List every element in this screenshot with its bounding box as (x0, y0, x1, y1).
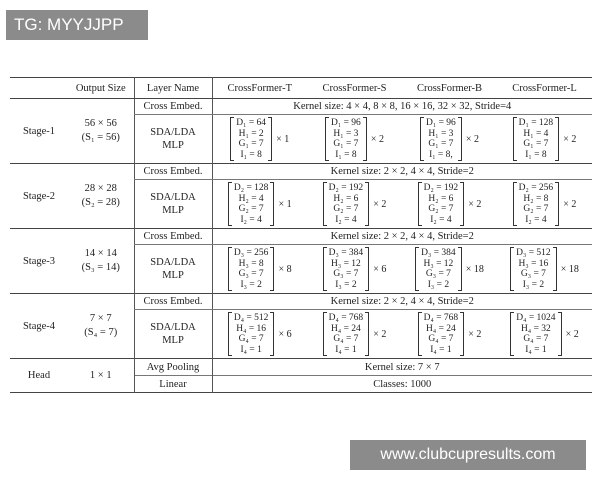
matrix-entry: I₁ = 8 (240, 149, 262, 160)
matrix-entry: D₁ = 96 (426, 118, 456, 128)
header-cell-blank (10, 78, 68, 99)
model-config (497, 312, 592, 356)
output-size-note: (S₃ = 14) (81, 262, 120, 273)
matrix-entry: D₃ = 512 (516, 248, 551, 258)
repeat-multiplier: × 2 (370, 133, 384, 145)
model-config-cell (402, 180, 497, 229)
model-config-cell (402, 245, 497, 294)
output-size-value: 56 × 56 (84, 118, 117, 129)
stage-name: Stage-4 (10, 294, 68, 359)
matrix-entry: I₄ = 1 (430, 344, 452, 355)
model-config-cell (497, 115, 592, 164)
model-config-cell (497, 180, 592, 229)
header-row (10, 78, 592, 99)
model-config (497, 117, 592, 161)
matrix-entry: G₃ = 7 (333, 269, 359, 279)
bracket-matrix (323, 247, 370, 291)
cross-embed-label: Cross Embed. (134, 229, 212, 245)
matrix-entry: I₃ = 2 (427, 279, 450, 290)
matrix-entry: D₃ = 384 (328, 248, 364, 258)
bracket-matrix (420, 117, 462, 161)
matrix-entry: I₂ = 4 (335, 214, 357, 225)
head-name: Head (10, 359, 68, 393)
matrix-entry: D₂ = 256 (518, 183, 554, 193)
layer-name-mlp: MLP (162, 335, 184, 346)
layer-name-cell (134, 310, 212, 359)
model-config-cell (212, 115, 307, 164)
matrix-entry: D₁ = 64 (236, 118, 267, 128)
header-layer-name: Layer Name (134, 78, 212, 99)
matrix-entry: D₄ = 1024 (516, 313, 556, 323)
output-size-note: (S₁ = 56) (81, 132, 120, 143)
cross-embed-label: Cross Embed. (134, 164, 212, 180)
repeat-multiplier: × 2 (373, 328, 387, 340)
model-config (402, 182, 497, 226)
matrix-entry: G₂ = 7 (523, 204, 549, 214)
layer-name-attn: SDA/LDA (150, 257, 196, 268)
matrix-entry: D₄ = 768 (328, 313, 364, 323)
layer-name-mlp: MLP (162, 140, 184, 151)
bracket-matrix (228, 312, 275, 356)
matrix-entry: G₃ = 7 (425, 269, 451, 279)
output-size-note: (S₂ = 28) (81, 197, 120, 208)
matrix-entry: H₁ = 4 (523, 128, 549, 139)
bracket-matrix (415, 247, 462, 291)
model-config (213, 182, 308, 226)
matrix-entry: I₄ = 1 (525, 344, 547, 355)
matrix-entry: G₁ = 7 (428, 139, 454, 149)
architecture-table (10, 77, 592, 393)
model-config (307, 182, 402, 226)
repeat-multiplier: × 6 (278, 328, 292, 340)
stage-name: Stage-1 (10, 99, 68, 164)
matrix-entry: D₄ = 768 (423, 313, 459, 323)
model-config (402, 117, 497, 161)
cross-embed-label: Cross Embed. (134, 294, 212, 310)
repeat-multiplier: × 18 (465, 263, 484, 275)
matrix-entry: I₁ = 8 (335, 149, 357, 160)
stage-output-size (68, 164, 134, 229)
matrix-entry: H₃ = 12 (331, 258, 361, 269)
matrix-entry: H₃ = 16 (518, 258, 549, 269)
matrix-entry: H₁ = 3 (428, 128, 454, 139)
avg-pooling-label: Avg Pooling (134, 359, 212, 376)
layer-name-cell (134, 180, 212, 229)
matrix-entry: H₂ = 6 (428, 193, 454, 204)
output-size-note: (S₄ = 7) (84, 327, 118, 338)
repeat-multiplier: × 2 (468, 198, 482, 210)
model-config-cell (402, 310, 497, 359)
matrix-entry: H₃ = 8 (238, 258, 264, 269)
matrix-entry: H₂ = 8 (523, 193, 549, 204)
matrix-entry: I₃ = 2 (522, 279, 545, 290)
matrix-entry: H₁ = 2 (238, 128, 264, 139)
matrix-entry: I₂ = 4 (525, 214, 547, 225)
model-config-cell (402, 115, 497, 164)
matrix-entry: H₂ = 4 (238, 193, 264, 204)
watermark-top: TG: MYYJJPP (6, 10, 148, 40)
matrix-entry: I₁ = 8 (525, 149, 547, 160)
repeat-multiplier: × 18 (560, 263, 579, 275)
cross-embed-label: Cross Embed. (134, 99, 212, 115)
repeat-multiplier: × 2 (468, 328, 482, 340)
model-config (497, 182, 592, 226)
bracket-matrix (418, 182, 465, 226)
layer-name-attn: SDA/LDA (150, 192, 196, 203)
repeat-multiplier: × 6 (373, 263, 387, 275)
header-crossformer-t: CrossFormer-T (212, 78, 307, 99)
repeat-multiplier: × 2 (563, 133, 577, 145)
bracket-matrix (323, 182, 370, 226)
stage-output-size (68, 229, 134, 294)
matrix-entry: D₁ = 128 (518, 118, 554, 128)
matrix-entry: D₁ = 96 (331, 118, 361, 128)
matrix-entry: D₃ = 384 (421, 248, 456, 258)
repeat-multiplier: × 1 (278, 198, 292, 210)
header-crossformer-s: CrossFormer-S (307, 78, 402, 99)
model-config (497, 247, 592, 291)
stage-name: Stage-2 (10, 164, 68, 229)
model-config-cell (307, 115, 402, 164)
bracket-matrix (513, 182, 560, 226)
layer-name-cell (134, 245, 212, 294)
model-config (307, 247, 402, 291)
repeat-multiplier: × 2 (563, 198, 577, 210)
matrix-entry: G₁ = 7 (523, 139, 549, 149)
matrix-entry: G₂ = 7 (238, 204, 264, 214)
bracket-matrix (228, 182, 275, 226)
model-config (307, 312, 402, 356)
repeat-multiplier: × 2 (373, 198, 387, 210)
matrix-entry: G₃ = 7 (520, 269, 546, 279)
bracket-matrix (418, 312, 465, 356)
stage-output-size (68, 294, 134, 359)
matrix-entry: H₂ = 6 (333, 193, 359, 204)
matrix-entry: D₂ = 192 (328, 183, 364, 193)
avg-pooling-text: Kernel size: 7 × 7 (212, 359, 592, 376)
matrix-entry: H₄ = 24 (426, 323, 456, 334)
model-config-cell (307, 180, 402, 229)
stage-output-size (68, 99, 134, 164)
repeat-multiplier: × 2 (565, 328, 579, 340)
matrix-entry: I₁ = 8, (429, 149, 453, 160)
header-crossformer-b: CrossFormer-B (402, 78, 497, 99)
model-config-cell (497, 310, 592, 359)
bracket-matrix (510, 312, 561, 356)
matrix-entry: H₄ = 16 (236, 323, 267, 334)
model-config-cell (307, 310, 402, 359)
matrix-entry: D₂ = 192 (423, 183, 459, 193)
stage-embed-row (10, 229, 592, 245)
stage-name: Stage-3 (10, 229, 68, 294)
matrix-entry: G₄ = 7 (238, 334, 264, 344)
bracket-matrix (513, 117, 560, 161)
head-output: 1 × 1 (68, 359, 134, 393)
linear-label: Linear (134, 376, 212, 393)
matrix-entry: G₁ = 7 (238, 139, 264, 149)
matrix-entry: I₃ = 2 (240, 279, 262, 290)
repeat-multiplier: × 8 (278, 263, 292, 275)
model-config-cell (307, 245, 402, 294)
matrix-entry: H₃ = 12 (423, 258, 454, 269)
bracket-matrix (228, 247, 275, 291)
bracket-matrix (323, 312, 370, 356)
model-config-cell (497, 245, 592, 294)
bracket-matrix (325, 117, 367, 161)
matrix-entry: G₂ = 7 (333, 204, 359, 214)
cross-embed-kernel-text: Kernel size: 4 × 4, 8 × 8, 16 × 16, 32 × 32, Stride=4 (212, 99, 592, 115)
model-config (402, 247, 497, 291)
head-row (10, 359, 592, 376)
cross-embed-kernel-text: Kernel size: 2 × 2, 4 × 4, Stride=2 (212, 229, 592, 245)
layer-name-mlp: MLP (162, 205, 184, 216)
linear-text: Classes: 1000 (212, 376, 592, 393)
matrix-entry: H₁ = 3 (333, 128, 359, 139)
matrix-entry: D₃ = 256 (233, 248, 269, 258)
layer-name-attn: SDA/LDA (150, 127, 196, 138)
model-config (213, 117, 308, 161)
stage-embed-row (10, 164, 592, 180)
matrix-entry: G₃ = 7 (238, 269, 264, 279)
bracket-matrix (230, 117, 272, 161)
layer-name-attn: SDA/LDA (150, 322, 196, 333)
matrix-entry: G₂ = 7 (428, 204, 454, 214)
output-size-value: 7 × 7 (89, 313, 112, 324)
matrix-entry: I₄ = 1 (240, 344, 262, 355)
model-config (213, 247, 308, 291)
cross-embed-kernel-text: Kernel size: 2 × 2, 4 × 4, Stride=2 (212, 294, 592, 310)
matrix-entry: I₂ = 4 (240, 214, 262, 225)
matrix-entry: I₄ = 1 (335, 344, 357, 355)
model-config-cell (212, 245, 307, 294)
matrix-entry: G₁ = 7 (333, 139, 359, 149)
matrix-entry: G₄ = 7 (333, 334, 359, 344)
matrix-entry: G₄ = 7 (428, 334, 454, 344)
model-config-cell (212, 180, 307, 229)
cross-embed-kernel-text: Kernel size: 2 × 2, 4 × 4, Stride=2 (212, 164, 592, 180)
matrix-entry: H₄ = 32 (521, 323, 551, 334)
matrix-entry: I₃ = 2 (335, 279, 357, 290)
model-config (213, 312, 308, 356)
model-config (307, 117, 402, 161)
layer-name-mlp: MLP (162, 270, 184, 281)
header-output-size: Output Size (68, 78, 134, 99)
matrix-entry: G₄ = 7 (523, 334, 549, 344)
repeat-multiplier: × 1 (276, 133, 290, 145)
matrix-entry: D₄ = 512 (233, 313, 269, 323)
matrix-entry: I₂ = 4 (430, 214, 452, 225)
layer-name-cell (134, 115, 212, 164)
bracket-matrix (510, 247, 557, 291)
stage-embed-row (10, 99, 592, 115)
header-crossformer-l: CrossFormer-L (497, 78, 592, 99)
matrix-entry: H₄ = 24 (331, 323, 361, 334)
stage-embed-row (10, 294, 592, 310)
repeat-multiplier: × 2 (465, 133, 479, 145)
output-size-value: 28 × 28 (84, 183, 117, 194)
watermark-bottom: www.clubcupresults.com (350, 440, 586, 470)
matrix-entry: D₂ = 128 (233, 183, 269, 193)
output-size-value: 14 × 14 (84, 248, 117, 259)
model-config-cell (212, 310, 307, 359)
model-config (402, 312, 497, 356)
